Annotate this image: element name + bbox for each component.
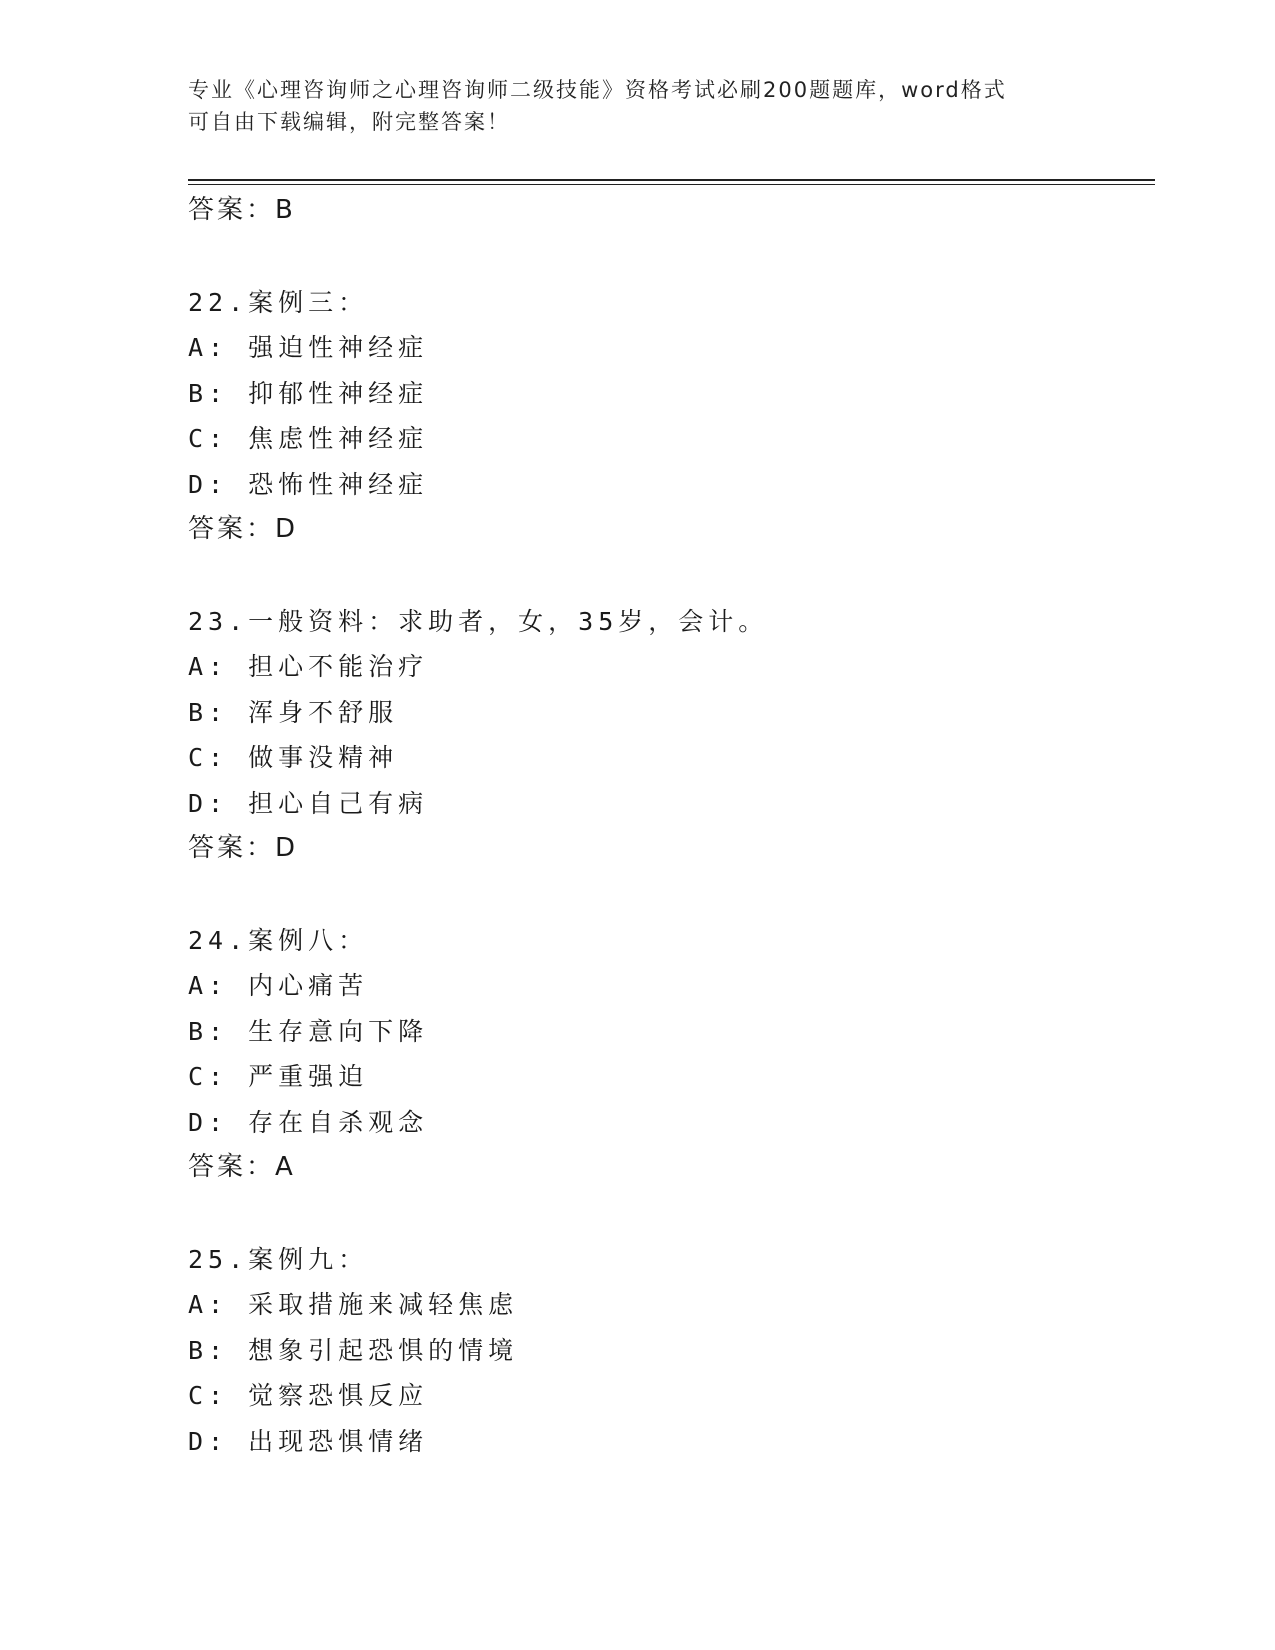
question-block	[188, 599, 1148, 872]
option-a: A: 采取措施来减轻焦虑	[188, 1290, 519, 1319]
option-c: C: 焦虑性神经症	[188, 424, 429, 453]
option-c: C: 做事没精神	[188, 743, 399, 772]
option-b: B: 想象引起恐惧的情境	[188, 1335, 519, 1365]
spacer	[188, 234, 1148, 280]
option-a: A: 担心不能治疗	[188, 652, 429, 681]
option-d: D: 恐怖性神经症	[188, 469, 429, 499]
question-stem: 23.一般资料：求助者，女，35岁，会计。	[188, 606, 769, 636]
spacer	[188, 1191, 1148, 1237]
answer-line: 答案：D	[188, 833, 299, 863]
question-block	[188, 918, 1148, 1191]
header-line-1: 专业《心理咨询师之心理咨询师二级技能》资格考试必刷200题题库，word格式	[188, 78, 1007, 102]
option-c: C: 觉察恐惧反应	[188, 1381, 429, 1410]
option-a: A: 强迫性神经症	[188, 333, 429, 362]
spacer	[188, 872, 1148, 918]
question-stem: 24.案例八：	[188, 925, 369, 955]
question-block	[188, 280, 1148, 553]
document-header	[188, 74, 1088, 138]
question-list	[188, 188, 1148, 1464]
option-b: B: 浑身不舒服	[188, 697, 399, 727]
question-stem: 25.案例九：	[188, 1244, 369, 1274]
option-a: A: 内心痛苦	[188, 971, 369, 1000]
option-d: D: 出现恐惧情绪	[188, 1426, 429, 1456]
answer-line: 答案：A	[188, 1152, 296, 1182]
answer-line: 答案：B	[188, 195, 296, 225]
option-c: C: 严重强迫	[188, 1062, 369, 1091]
header-rule-thick	[188, 179, 1155, 181]
option-d: D: 担心自己有病	[188, 788, 429, 818]
header-rule-thin	[188, 184, 1155, 185]
question-stem: 22.案例三：	[188, 287, 369, 317]
answer-line: 答案：D	[188, 514, 299, 544]
option-d: D: 存在自杀观念	[188, 1107, 429, 1137]
option-b: B: 抑郁性神经症	[188, 378, 429, 408]
question-block	[188, 1237, 1148, 1465]
option-b: B: 生存意向下降	[188, 1016, 429, 1046]
header-line-2: 可自由下载编辑，附完整答案！	[188, 110, 510, 134]
spacer	[188, 553, 1148, 599]
